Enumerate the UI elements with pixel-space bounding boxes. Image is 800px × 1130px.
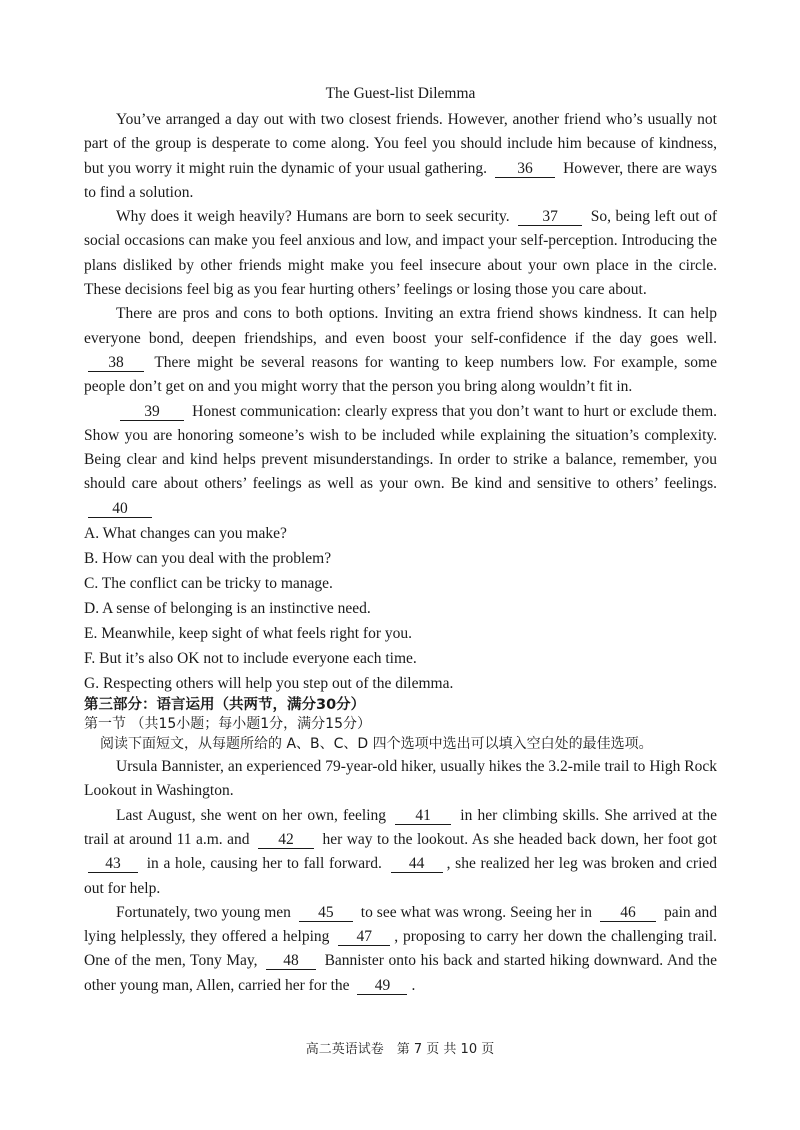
- blank-45: 45: [299, 905, 353, 922]
- paragraph-text: So, being left out of social occasions can make you feel anxious and low, and impact your self-perception. Introducing the plans disliked by other friends might make you feel insecure about your own place in the circle. These decisions feel big as you fear hurting others’ feelings or losing those you care about.: [84, 208, 718, 299]
- paragraph-text: Fortunately, two young men: [116, 903, 291, 921]
- exam-page: [84, 84, 717, 998]
- part3-heading: 第三部分：语言运用（共两节，满分30分）: [84, 697, 366, 714]
- blank-46: 46: [600, 905, 656, 922]
- paragraph-3: [84, 302, 717, 399]
- paragraph-text: There might be several reasons for wanting to keep numbers low. For example, some people don’t get on and you might worry that the person you bring along wouldn’t fit in.: [84, 353, 717, 396]
- section-heading: 第一节 （共15小题；每小题1分，满分15分）: [84, 716, 371, 733]
- blank-43: 43: [88, 856, 138, 873]
- paragraph-text: in a hole, causing her to fall forward.: [146, 855, 382, 873]
- blank-41: 41: [395, 808, 451, 825]
- story-paragraph-3: [84, 901, 717, 998]
- passage-title: The Guest-list Dilemma: [325, 85, 476, 102]
- blank-37: 37: [518, 209, 582, 226]
- paragraph-text: Bannister onto his back and started hiking downward. And the other young man, Allen, carried her for the: [84, 952, 717, 994]
- blank-42: 42: [258, 832, 314, 849]
- blank-38: 38: [88, 355, 144, 372]
- paragraph-text: .: [411, 976, 416, 994]
- paragraph-text: , she realized her leg was broken and cried out for help.: [84, 855, 718, 897]
- paragraph-text: in her climbing skills. She arrived at the trail at around 11 a.m. and: [84, 806, 717, 848]
- blank-40: 40: [88, 501, 152, 518]
- blank-49: 49: [357, 978, 407, 995]
- page-footer: 高二英语试卷 第 7 页 共 10 页: [305, 1042, 495, 1057]
- option-c: C. The conflict can be tricky to manage.: [84, 575, 333, 593]
- story-paragraph-1: Ursula Bannister, an experienced 79-year-old hiker, usually hikes the 3.2-mile trail to High Rock Lookout in Washington.: [84, 758, 717, 800]
- paragraph-text: You’ve arranged a day out with two closest friends. However, another friend who’s usually not part of the group is desperate to come along. You feel you should include him because of kindness, but you worry it might ruin the dynamic of your usual gathering.: [84, 111, 717, 177]
- paragraph-text: pain and lying helplessly, they offered a helping: [84, 903, 717, 946]
- paragraph-2: [84, 205, 717, 302]
- paragraph-text: Honest communication: clearly express that you don’t want to hurt or exclude them. Show you are honoring someone’s wish to be included while explaining the situation’s complexity. Being clear and kind helps prevent misunderstandings. In order to strike a balance, remember, you should care about others’ feelings as well as your own. Be kind and sensitive to others’ feelings.: [84, 402, 718, 493]
- paragraph-text: However, there are ways to find a solution.: [84, 159, 718, 201]
- story-paragraph-2: [84, 804, 717, 901]
- blank-47: 47: [338, 929, 390, 946]
- paragraph-1: [84, 108, 717, 205]
- paragraph-text: her way to the lookout. As she headed back down, her foot got: [322, 830, 717, 848]
- instruction: 阅读下面短文，从每题所给的 A、B、C、D 四个选项中选出可以填入空白处的最佳选项。: [100, 736, 653, 753]
- blank-44: 44: [391, 856, 443, 873]
- blank-36: 36: [495, 161, 555, 178]
- paragraph-text: , proposing to carry her down the challenging trail. One of the men, Tony May,: [84, 928, 718, 970]
- option-f: F. But it’s also OK not to include everyone each time.: [84, 650, 417, 668]
- blank-48: 48: [266, 953, 316, 970]
- paragraph-text: Why does it weigh heavily? Humans are born to seek security.: [116, 208, 510, 226]
- paragraph-4: [84, 400, 717, 521]
- options-list: [84, 521, 717, 696]
- option-g: G. Respecting others will help you step out of the dilemma.: [84, 675, 454, 693]
- option-e: E. Meanwhile, keep sight of what feels right for you.: [84, 625, 412, 643]
- paragraph-text: Last August, she went on her own, feeling: [116, 806, 387, 824]
- paragraph-text: to see what was wrong. Seeing her in: [360, 903, 593, 921]
- option-a: A. What changes can you make?: [84, 525, 287, 543]
- option-d: D. A sense of belonging is an instinctive need.: [84, 600, 371, 618]
- blank-39: 39: [120, 404, 184, 421]
- paragraph-text: There are pros and cons to both options. Inviting an extra friend shows kindness. It can help everyone bond, deepen friendships, and even boost your self-confidence if the day goes well.: [84, 305, 717, 347]
- option-b: B. How can you deal with the problem?: [84, 550, 332, 568]
